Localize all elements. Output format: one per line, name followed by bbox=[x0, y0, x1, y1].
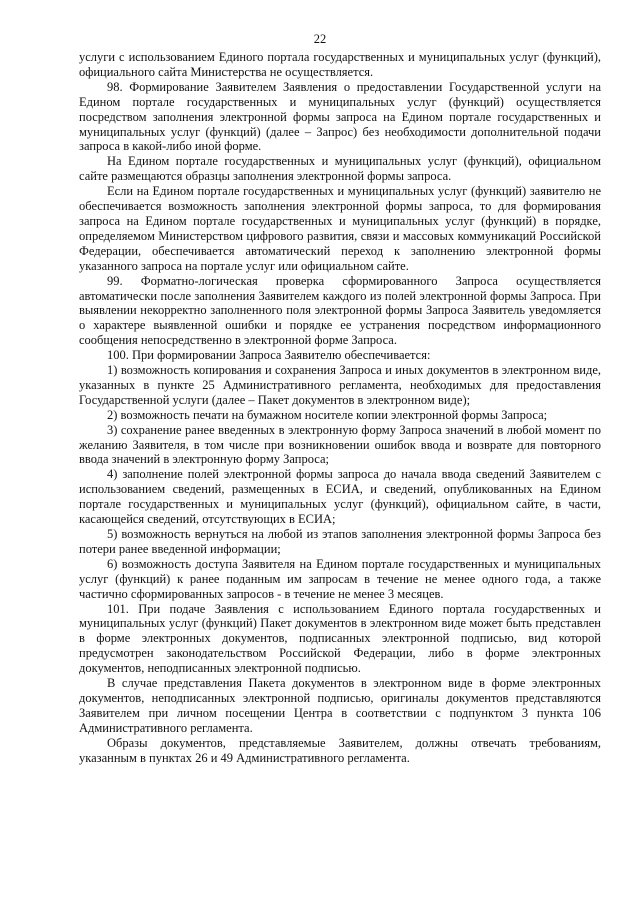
paragraph-99: 99. Форматно-логическая проверка сформированного Запроса осуществляется автоматически после заполнения Заявителем каждого из полей электронной формы Запроса. При выявлении некорректно заполненного поля электронной формы Запроса Заявитель уведомляется о характере выявленной ошибки и порядке ее устранения посредством информационного сообщения непосредственно в электронной форме Запроса. bbox=[79, 273, 601, 348]
list-item-5: 5) возможность вернуться на любой из этапов заполнения электронной формы Запроса без потери ранее введенной информации; bbox=[79, 527, 601, 556]
paragraph-auto-transition: Если на Едином портале государственных и муниципальных услуг (функций) заявителю не обеспечивается возможность заполнения электронной формы запроса, то для формирования запроса на Едином портале государственных и муниципальных услуг (функций) в порядке, определяемом Министерством цифрового развития, связи и массовых коммуникаций Российской Федерации, обеспечивается автоматический переход к заполнению электронной формы указанного запроса на портале услуг или официальном сайте. bbox=[79, 184, 601, 273]
paragraph-101: 101. При подаче Заявления с использованием Единого портала государственных и муниципальных услуг (функций) Пакет документов в электронном виде может быть представлен в форме электронных документов, подписанных электронной подписью, вид которой предусмотрен законодательством Российской Федерации, либо в форме электронных документов, неподписанных электронной подписью. bbox=[79, 601, 601, 676]
list-item-4: 4) заполнение полей электронной формы запроса до начала ввода сведений Заявителем с использованием сведений, размещенных в ЕСИА, и сведений, опубликованных на Едином портале государственных и муниципальных услуг (функций), официальном сайте, в части, касающейся сведений, отсутствующих в ЕСИА; bbox=[79, 467, 601, 527]
list-item-3: 3) сохранение ранее введенных в электронную форму Запроса значений в любой момент по желанию Заявителя, в том числе при возникновении ошибок ввода и возврате для повторного ввода значений в электронную форму Запроса; bbox=[79, 422, 601, 467]
paragraph-originals: В случае представления Пакета документов в электронном виде в форме электронных документов, неподписанных электронной подписью, оригиналы документов представляются Заявителем при личном посещении Центра в соответствии с подпунктом 3 пункта 106 Административного регламента. bbox=[79, 676, 601, 735]
paragraph-100: 100. При формировании Запроса Заявителю обеспечивается: bbox=[107, 348, 431, 363]
paragraph-samples: На Едином портале государственных и муниципальных услуг (функций), официальном сайте размещаются образцы заполнения электронной формы запроса. bbox=[79, 154, 601, 184]
paragraph-document-images: Образы документов, представляемые Заявителем, должны отвечать требованиям, указанным в пунктах 26 и 49 Административного регламента. bbox=[79, 735, 601, 765]
page-number: 22 bbox=[313, 32, 327, 46]
list-item-6: 6) возможность доступа Заявителя на Едином портале государственных и муниципальных услуг (функций) к ранее поданным им запросам в течение не менее одного года, а также частично сформированных запросов - в течение не менее 3 месяцев. bbox=[79, 556, 601, 601]
paragraph-98: 98. Формирование Заявителем Заявления о предоставлении Государственной услуги на Едином портале государственных и муниципальных услуг (функций) осуществляется посредством заполнения электронной формы запроса на Едином портале государственных и муниципальных услуг (функций) (далее – Запрос) без необходимости дополнительной подачи запроса в какой-либо иной форме. bbox=[79, 79, 601, 154]
list-item-1: 1) возможность копирования и сохранения Запроса и иных документов в электронном виде, указанных в пункте 25 Административного регламента, необходимых для предоставления Государственной услуги (далее – Пакет документов в электронном виде); bbox=[79, 363, 601, 407]
list-item-2: 2) возможность печати на бумажном носителе копии электронной формы Запроса; bbox=[107, 407, 548, 422]
document-body bbox=[79, 50, 601, 766]
paragraph-continuation: услуги с использованием Единого портала государственных и муниципальных услуг (функций), официального сайта Министерства не осуществляется. bbox=[79, 50, 601, 79]
